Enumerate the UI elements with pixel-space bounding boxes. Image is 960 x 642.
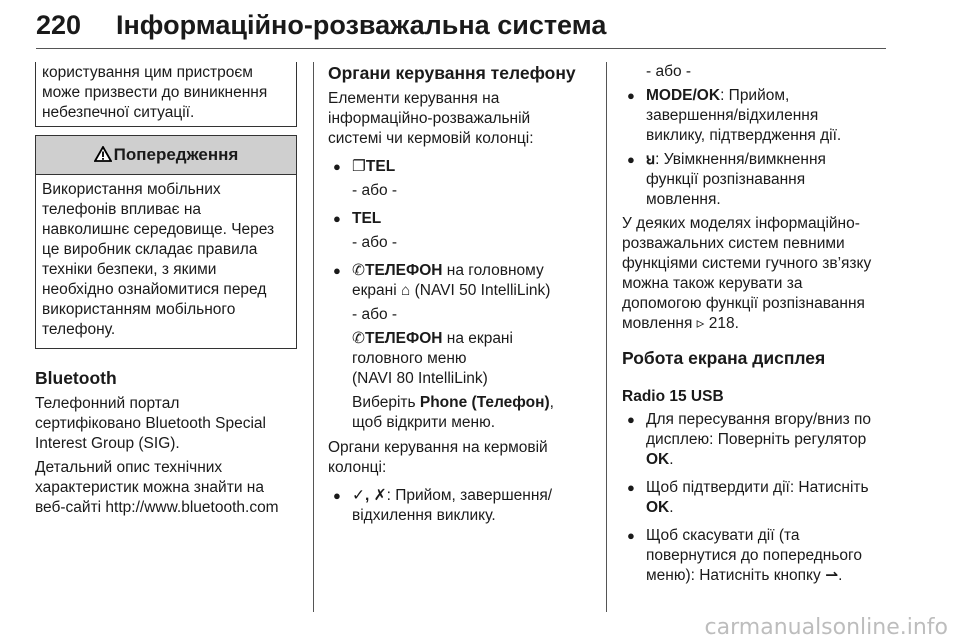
bullet-dot: ● [333, 488, 341, 503]
ok-label: OK [646, 451, 670, 468]
warning-line: телефону. [42, 321, 116, 338]
bluetooth-paragraph-2 [35, 458, 297, 518]
text-line: характеристик можна знайти на [35, 479, 264, 496]
warning-line: це виробник складає правила [42, 241, 258, 258]
page-number: 220 [36, 10, 82, 40]
text-line: функціями системи гучного зв’язку [622, 255, 872, 272]
bullet-cancel [622, 526, 888, 586]
text-fragment: (NAVI 50 IntelliLink) [410, 282, 551, 299]
phone-label: ТЕЛЕФОН [365, 330, 443, 347]
text-line: можна також керувати за [622, 275, 803, 292]
bullet-dot: ● [333, 159, 341, 174]
call-accept-reject-icon: ✓, ✗ [352, 487, 387, 504]
text-line: щоб відкрити меню. [352, 414, 495, 431]
warning-line: навколишнє середовище. Через [42, 221, 275, 238]
text-line: відхилення виклику. [352, 507, 496, 524]
page-title: Інформаційно-розважальна система [116, 10, 607, 40]
text-fragment: меню): Натисніть кнопку [646, 567, 826, 584]
radio-subheading: Radio 15 USB [622, 388, 724, 405]
steering-paragraph [328, 438, 590, 478]
column-3 [622, 62, 888, 586]
text-line: Детальний опис технічних [35, 459, 223, 476]
column-1 [35, 62, 297, 518]
bullet-dot: ● [333, 263, 341, 278]
bluetooth-heading: Bluetooth [35, 368, 117, 388]
home-icon: ⌂ [400, 282, 411, 299]
text-line: інформаційно-розважальній [328, 110, 531, 127]
intro-paragraph [328, 89, 590, 149]
tel-label: TEL [352, 210, 382, 227]
bullet-scroll [622, 410, 888, 470]
warning-line: використанням мобільного [42, 301, 236, 318]
column-2 [328, 62, 590, 526]
phone-icon: ✆ [352, 262, 365, 279]
or-text: - або - [352, 182, 398, 199]
text-fragment: : Увімкнення/вимкнення [655, 151, 826, 168]
text-fragment: . [669, 499, 674, 516]
bullet-tel-1 [328, 157, 590, 177]
text-fragment: на екрані [442, 330, 513, 347]
tel-label: TEL [365, 158, 396, 175]
mode-ok-label: MODE/OK [646, 87, 721, 104]
warning-triangle-icon [94, 146, 112, 162]
handsfree-paragraph [622, 214, 888, 334]
or-text: - або - [352, 306, 398, 323]
text-line: розважальних систем певними [622, 235, 845, 252]
text-line: Для пересування вгору/вниз по [646, 411, 872, 428]
page-ref-arrow-icon: ▹ [696, 315, 705, 332]
text-line: (NAVI 80 IntelliLink) [352, 370, 488, 387]
voice-recognition-icon: ꞟ [646, 151, 656, 168]
warning-title: Попередження [113, 145, 239, 164]
bullet-dot: ● [627, 412, 635, 427]
text-line: мовлення. [646, 191, 721, 208]
text-line: колонці: [328, 459, 387, 476]
bullet-dot: ● [333, 211, 341, 226]
bullet-phone-menu [328, 261, 590, 433]
text-line: виклику, підтвердження дії. [646, 127, 842, 144]
continued-warning-box [35, 62, 297, 127]
bullet-dot: ● [627, 480, 635, 495]
text-line: Телефонний портал [35, 395, 180, 412]
continued-line-3: небезпечної ситуації. [42, 104, 195, 121]
phone-icon: ✆ [352, 330, 365, 347]
phone-text: на головному [442, 262, 544, 279]
text-line: У деяких моделях інформаційно- [622, 215, 860, 232]
warning-line: Використання мобільних [42, 181, 221, 198]
text-line: головного меню [352, 350, 467, 367]
text-line: Interest Group (SIG). [35, 435, 180, 452]
back-icon: ⇀ [825, 567, 839, 584]
phone-menu-label: Phone (Телефон) [419, 394, 550, 411]
text-line: системі чи кермовій колонці: [328, 130, 534, 147]
continued-line-1: користування цим пристроєм [42, 64, 253, 81]
text-line: повернутися до попереднього [646, 547, 862, 564]
ok-label: OK [646, 499, 670, 516]
text-fragment: екрані [352, 282, 401, 299]
page-header [36, 4, 886, 46]
column-divider-1 [313, 62, 314, 612]
bullet-dot: ● [627, 152, 635, 167]
header-rule [36, 48, 886, 49]
text-line: Щоб скасувати дії (та [646, 527, 800, 544]
warning-line: телефонів впливає на [42, 201, 202, 218]
text-line: веб-сайті http://www.bluetooth.com [35, 499, 279, 516]
text-line: завершення/відхилення [646, 107, 819, 124]
continued-line-2: може призвести до виникнення [42, 84, 268, 101]
text-line: Органи керування на кермовій [328, 439, 548, 456]
bullet-tel-2 [328, 209, 590, 229]
phone-label: ТЕЛЕФОН [365, 262, 443, 279]
text-fragment: : Прийом, [720, 87, 790, 104]
text-line: Елементи керування на [328, 90, 500, 107]
warning-body [36, 175, 296, 348]
text-fragment: . [669, 451, 674, 468]
page-reference[interactable]: 218. [704, 315, 739, 332]
bullet-call-buttons [328, 486, 590, 526]
phone-controls-heading: Органи керування телефону [328, 63, 576, 83]
text-fragment: . [838, 567, 843, 584]
text-fragment: мовлення [622, 315, 697, 332]
text-line: сертифіковано Bluetooth Special [35, 415, 266, 432]
text-line: Щоб підтвердити дії: Натисніть [646, 479, 869, 496]
warning-header [36, 136, 296, 175]
or-text: - або - [646, 63, 692, 80]
or-text: - або - [352, 234, 398, 251]
bullet-dot: ● [627, 88, 635, 103]
warning-line: необхідно ознайомитися перед [42, 281, 267, 298]
text-fragment: , [549, 394, 554, 411]
text-fragment: : Прийом, завершення/ [386, 487, 553, 504]
warning-box [35, 135, 297, 349]
bluetooth-paragraph-1 [35, 394, 297, 454]
display-heading: Робота екрана дисплея [622, 348, 826, 368]
watermark: carmanualsonline.info [704, 615, 948, 640]
bullet-confirm [622, 478, 888, 518]
text-fragment: Виберіть [352, 394, 420, 411]
text-line: дисплею: Поверніть регулятор [646, 431, 867, 448]
bullet-voice [622, 150, 888, 210]
column-divider-2 [606, 62, 607, 612]
bullet-dot: ● [627, 528, 635, 543]
tel-icon: ❐ [352, 158, 366, 175]
warning-line: техніки безпеки, з якими [42, 261, 217, 278]
text-line: функції розпізнавання [646, 171, 806, 188]
text-line: допомогою функції розпізнавання [622, 295, 865, 312]
bullet-mode-ok [622, 86, 888, 146]
